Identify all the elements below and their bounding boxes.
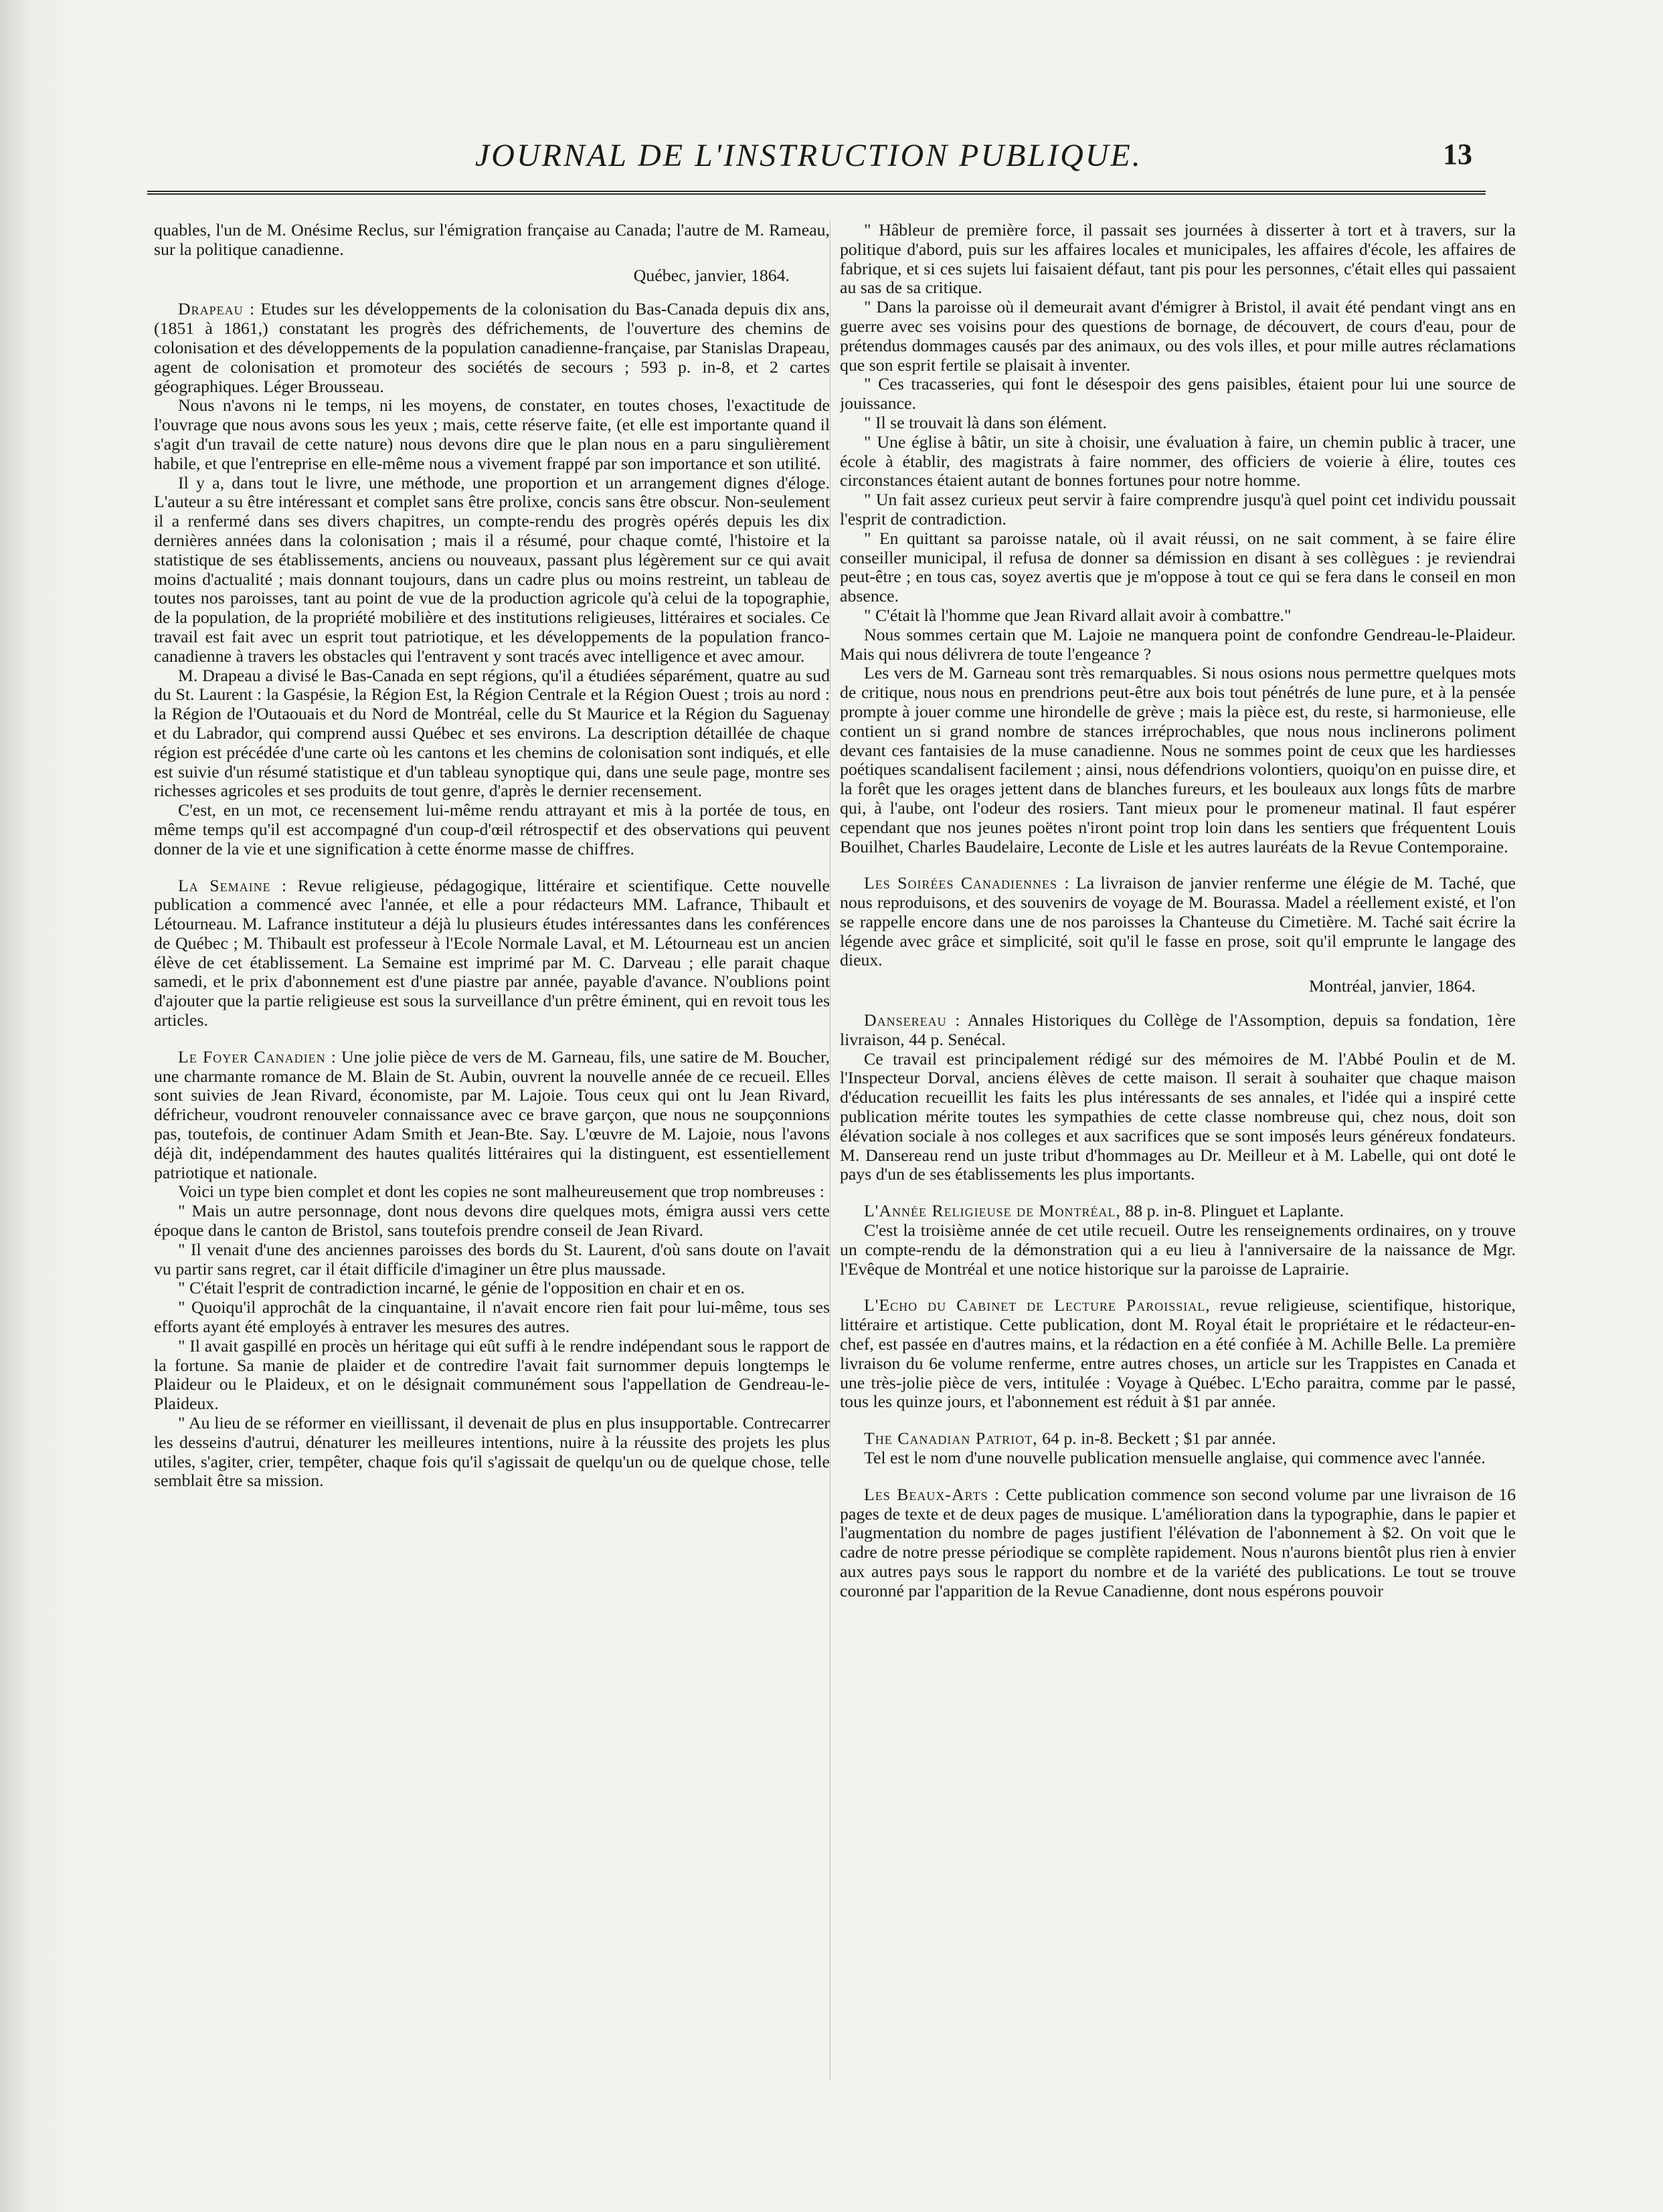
entry-body: Etudes sur les développements de la colonisation du Bas-Canada depuis dix ans, (1851 à 1861,) constatant les progrès des défrichements, de l'ouverture des chemins de colonisation et des développements de la population canadienne-française, par Stanislas Drapeau, agent de colonisation et promoteur des sociétés de secours ; 593 p. in-8, et 2 cartes géographiques. Léger Brousseau. bbox=[154, 299, 830, 396]
entry-heading: L'Année Religieuse de Montréal, bbox=[864, 1201, 1121, 1221]
review-entry bbox=[840, 1485, 1516, 1601]
paragraph: quables, l'un de M. Onésime Reclus, sur l'émigration française au Canada; l'autre de M. Rameau, sur la politique canadienne. bbox=[154, 221, 830, 259]
review-entry bbox=[154, 877, 830, 1030]
review-entry bbox=[840, 1011, 1516, 1050]
quote-paragraph: " Quoiqu'il approchât de la cinquantaine, il n'avait encore rien fait pour lui-même, tous ses efforts ayant été employés à entraver les mesures des autres. bbox=[154, 1297, 830, 1337]
paragraph: Les vers de M. Garneau sont très remarquables. Si nous osions nous permettre quelques mots de critique, nous nous en prendrions peut-être aux bois tout pénétrés de lune pure, et à la pensée prompte à jouer comme une hirondelle de grève ; mais la pièce est, du reste, si harmonieuse, elle contient un si grand nombre de stances irréprochables, que nous nous inclinerons poliment devant ces fantaisies de la muse canadienne. Nous ne sommes point de ceux que les hardiesses poétiques scandalisent facilement ; ainsi, nous défendrions volontiers, quoiqu'on en puisse dire, et la forêt que les orages jettent dans de blanches fureurs, et les bouleaux aux longs fûts de marbre qui, à l'aube, ont l'odeur des rosiers. Tant mieux pour le promeneur matinal. Il faut espérer cependant que nos jeunes poëtes n'iront point trop loin dans les sentiers que fréquentent Louis Bouilhet, Charles Baudelaire, Leconte de Lisle et les autres lauréats de la Revue Contemporaine. bbox=[840, 663, 1516, 856]
entry-body: Une jolie pièce de vers de M. Garneau, fils, une satire de M. Boucher, une charmante romance de M. Blain de St. Aubin, ouvrent la nouvelle année de ce recueil. Elles sont suivies de Jean Rivard, économiste, par M. Lajoie. Tous ceux qui ont lu Jean Rivard, défricheur, voudront renouveler connaissance avec ce brave garçon, que nous ne soupçonnions pas, toutefois, de continuer Adam Smith et Jean-Bte. Say. L'œuvre de M. Lajoie, nous l'avons déjà dit, indépendamment des hautes qualités littéraires qui la distinguent, est essentiellement patriotique et nationale. bbox=[154, 1046, 830, 1182]
paragraph: Tel est le nom d'une nouvelle publication mensuelle anglaise, qui commence avec l'année. bbox=[864, 1448, 1486, 1468]
dateline: Québec, janvier, 1864. bbox=[633, 265, 790, 285]
quote-paragraph: " Il avait gaspillé en procès un héritage qui eût suffi à le rendre indépendant sous le rapport de la fortune. Sa manie de plaider et de contredire l'avait fait surnommer depuis longtemps le Plaideur ou le Plaideux, et on le désignait communément sous l'appellation de Gendreau-le-Plaideux. bbox=[154, 1335, 830, 1414]
paragraph: Nous sommes certain que M. Lajoie ne manquera point de confondre Gendreau-le-Plaideur. Mais qui nous délivrera de toute l'engeance ? bbox=[840, 624, 1516, 664]
quote-paragraph: " Au lieu de se réformer en vieillissant, il devenait de plus en plus insupportable. Contrecarrer les desseins d'autrui, dénaturer les meilleures intentions, nuire à la réussite des projets les plus utiles, s'agiter, crier, tempêter, chaque fois qu'il s'agissait de quelqu'un ou de quelque chose, telle semblait être sa mission. bbox=[154, 1413, 830, 1491]
paragraph: Il y a, dans tout le livre, une méthode, une proportion et un arrangement dignes d'éloge. L'auteur a su être intéressant et complet sans être prolixe, concis sans être obscur. Non-seulement il a renfermé dans ses divers chapitres, un compte-rendu des progrès opérés depuis les dix dernières années dans la colonisation ; mais il a résumé, pour chaque comté, l'histoire et la statistique de ses établissements, anciens ou nouveaux, passant plus légèrement sur ce qui avait moins d'actualité ; mais donnant toujours, dans un cadre plus ou moins restreint, un tableau de toutes nos paroisses, tant au point de vue de la production agricole qu'à celui de la topographie, de la population, de la propriété mobilière et des institutions religieuses, littéraires et sociales. Ce travail est fait avec un esprit tout patriotique, et les développements de la population franco-canadienne à travers les obstacles qui l'entravent y sont tracés avec intelligence et avec amour. bbox=[154, 472, 830, 666]
quote-paragraph: " Mais un autre personnage, dont nous devons dire quelques mots, émigra aussi vers cette époque dans le canton de Bristol, sans toutefois prendre conseil de Jean Rivard. bbox=[154, 1201, 830, 1240]
quote-paragraph: " Dans la paroisse où il demeurait avant d'émigrer à Bristol, il avait été pendant vingt ans en guerre avec ses voisins pour des questions de bornage, de découvert, de cours d'eau, pour de prétendus dommages causés par des animaux, ou des vols illes, et pour mille autres réclamations que son esprit fertile se plaisait à inventer. bbox=[840, 297, 1516, 375]
quote-paragraph: " En quittant sa paroisse natale, où il avait réussi, on ne sait comment, à se faire élire conseiller municipal, il refusa de donner sa démission en disant à ses collègues : je reviendrai peut-être ; en tous cas, soyez avertis que je m'oppose à tout ce qui se fera dans le conseil en mon absence. bbox=[840, 528, 1516, 606]
quote-paragraph: " Un fait assez curieux peut servir à faire comprendre jusqu'à quel point cet individu poussait l'esprit de contradiction. bbox=[840, 490, 1516, 529]
entry-body: Cette publication commence son second volume par une livraison de 16 pages de texte et de deux pages de musique. L'amélioration dans la typographie, dans le papier et l'augmentation du nombre de pages justifient l'élévation de l'abonnement à $2. On voit que le cadre de notre presse périodique se complète rapidement. Nous n'aurons bientôt plus rien à envier aux autres pays sous le rapport du nombre et de la variété des publications. Le tout se trouve couronné par l'apparition de la Revue Canadienne, dont nous espérons pouvoir bbox=[840, 1484, 1516, 1600]
review-entry bbox=[154, 300, 830, 396]
quote-paragraph: " Il se trouvait là dans son élément. bbox=[864, 412, 1107, 432]
entry-heading: Le Foyer Canadien : bbox=[178, 1046, 337, 1067]
review-entry bbox=[154, 1048, 830, 1183]
entry-body: 88 p. in-8. Plinguet et Laplante. bbox=[1125, 1201, 1344, 1221]
review-entry bbox=[840, 1296, 1516, 1412]
paragraph: C'est, en un mot, ce recensement lui-même rendu attrayant et mis à la portée de tous, en même temps qu'il est accompagné d'un coup-d'œil rétrospectif et des observations qui peuvent donner de la vie et une signification à cette énorme masse de chiffres. bbox=[154, 800, 830, 858]
entry-body: revue religieuse, scientifique, historique, littéraire et artistique. Cette publication, dont M. Royal était le propriétaire et le rédacteur-en-chef, est passée en d'autres mains, et la rédaction en a été confiée à M. Achille Belle. La première livraison du 6e volume renferme, entre autres choses, un article sur les Trappistes en Canada et une très-jolie pièce de vers, intitulée : Voyage à Québec. L'Echo paraitra, comme par le passé, tous les quinze jours, et l'abonnement est réduit à $1 par année. bbox=[840, 1295, 1516, 1412]
entry-heading: L'Echo du Cabinet de Lecture Paroissial, bbox=[864, 1295, 1211, 1315]
entry-heading: Les Soirées Canadiennes : bbox=[864, 873, 1070, 893]
quote-paragraph: " Une église à bâtir, un site à choisir, une évaluation à faire, un chemin public à tracer, une école à établir, des magistrats à faire nommer, des officiers de voierie à élire, toutes ces circonstances étaient autant de bonnes fortunes pour notre homme. bbox=[840, 432, 1516, 490]
scan-edge bbox=[0, 0, 74, 2212]
entry-body: Annales Historiques du Collège de l'Assomption, depuis sa fondation, 1ère livraison, 44 p. Senécal. bbox=[840, 1010, 1516, 1049]
entry-heading: La Semaine : bbox=[178, 875, 288, 895]
paragraph: Nous n'avons ni le temps, ni les moyens, de constater, en toutes choses, l'exactitude de l'ouvrage que nous avons sous les yeux ; mais, cette réserve faite, (et elle est importante quand il s'agit d'un travail de cette nature) nous devons dire que le plan nous en a paru singulièrement habile, et que l'entreprise en elle-même nous a vivement frappé par son importance et son utilité. bbox=[154, 395, 830, 473]
page-number: 13 bbox=[1443, 138, 1472, 171]
review-entry bbox=[840, 874, 1516, 970]
paragraph: C'est la troisième année de cet utile recueil. Outre les renseignements ordinaires, on y trouve un compte-rendu de la démonstration qui a eu lieu à l'anniversaire de la naissance de Mgr. l'Evêque de Montréal et une notice historique sur la paroisse de Laprairie. bbox=[840, 1220, 1516, 1279]
entry-heading: Drapeau : bbox=[178, 299, 256, 319]
paragraph: Ce travail est principalement rédigé sur des mémoires de M. l'Abbé Poulin et de M. l'Inspecteur Dorval, anciens élèves de cette maison. Il serait à souhaiter que chaque maison d'éducation recueillit les faits les plus intéressants de ses annales, et l'idée qui a inspiré cette publication mérite toutes les sympathies de cette classe nombreuse qui, chez nous, doit son élévation sociale à nos colleges et aux sacrifices que se sont imposés leurs généreux fondateurs. M. Dansereau rend un juste tribut d'hommages au Dr. Meilleur et à M. Labelle, qui ont doté le pays d'un de ses établissements les plus importants. bbox=[840, 1048, 1516, 1184]
quote-paragraph: " Il venait d'une des anciennes paroisses des bords du St. Laurent, d'où sans doute on l'avait vu partir sans regret, car il était difficile d'imaginer un être plus maussade. bbox=[154, 1239, 830, 1279]
quote-paragraph: " C'était là l'homme que Jean Rivard allait avoir à combattre." bbox=[864, 605, 1292, 625]
review-entry bbox=[840, 1429, 1516, 1449]
entry-body: Revue religieuse, pédagogique, littéraire et scientifique. Cette nouvelle publication a commencé avec l'année, et elle a pour rédacteurs MM. Lafrance, Thibault et Létourneau. M. Lafrance instituteur a déjà lu plusieurs études intéressantes dans les conférences de Québec ; M. Thibault est professeur à l'Ecole Normale Laval, et M. Létourneau est un ancien élève de cet établissement. La Semaine est imprimé par M. C. Darveau ; elle parait chaque samedi, et le prix d'abonnement est d'une piastre par année, payable d'avance. N'oublions point d'ajouter que la partie religieuse est sous la surveillance d'un prêtre éminent, qui en revoit tous les articles. bbox=[154, 875, 830, 1030]
dateline: Montréal, janvier, 1864. bbox=[1309, 976, 1476, 996]
right-column bbox=[840, 221, 1516, 2161]
entry-body: 64 p. in-8. Beckett ; $1 par année. bbox=[1042, 1428, 1276, 1449]
paragraph: M. Drapeau a divisé le Bas-Canada en sept régions, qu'il a étudiées séparément, quatre au sud du St. Laurent : la Gaspésie, la Région Est, la Région Centrale et la Région Ouest ; trois au nord : la Région de l'Outaouais et du Nord de Montréal, celle du St Maurice et la Région du Saguenay et du Labrador, qui comprend aussi Québec et ses environs. La description détaillée de chaque région est précédée d'une carte où les cantons et les chemins de colonisation sont indiqués, et elle est suivie d'un résumé statistique et d'un tableau synoptique qui, dans une seule page, montre ses richesses agricoles et ses produits de tout genre, d'après le dernier recensement. bbox=[154, 665, 830, 801]
quote-paragraph: " Hâbleur de première force, il passait ses journées à disserter à tort et à travers, sur la politique d'abord, puis sur les affaires locales et municipales, les affaires d'école, les affaires de fabrique, et si ces sujets lui faisaient défaut, tant pis pour les personnes, c'était elles qui passaient au sas de sa critique. bbox=[840, 221, 1516, 298]
page-header bbox=[147, 130, 1486, 195]
entry-heading: Les Beaux-Arts : bbox=[864, 1484, 1000, 1504]
left-column bbox=[154, 221, 830, 2161]
quote-paragraph: " Ces tracasseries, qui font le désespoir des gens paisibles, étaient pour lui une source de jouissance. bbox=[840, 374, 1516, 413]
review-entry bbox=[840, 1202, 1516, 1221]
quote-paragraph: " C'était l'esprit de contradiction incarné, le génie de l'opposition en chair et en os. bbox=[178, 1278, 745, 1298]
entry-body: La livraison de janvier renferme une élégie de M. Taché, que nous reproduisons, et des souvenirs de voyage de M. Bourassa. Madel a réellement existé, et l'on se rappelle encore dans une de nos paroisses la Chanteuse du Cimetière. M. Taché sait écrire la légende avec grâce et simplicité, soit qu'il le fasse en prose, soit qu'il emprunte le langage des dieux. bbox=[840, 873, 1516, 970]
entry-heading: The Canadian Patriot, bbox=[864, 1428, 1038, 1449]
journal-title: JOURNAL DE L'INSTRUCTION PUBLIQUE. bbox=[475, 138, 1142, 173]
entry-heading: Dansereau : bbox=[864, 1010, 961, 1030]
paragraph: Voici un type bien complet et dont les copies ne sont malheureusement que trop nombreuses : bbox=[178, 1182, 824, 1202]
